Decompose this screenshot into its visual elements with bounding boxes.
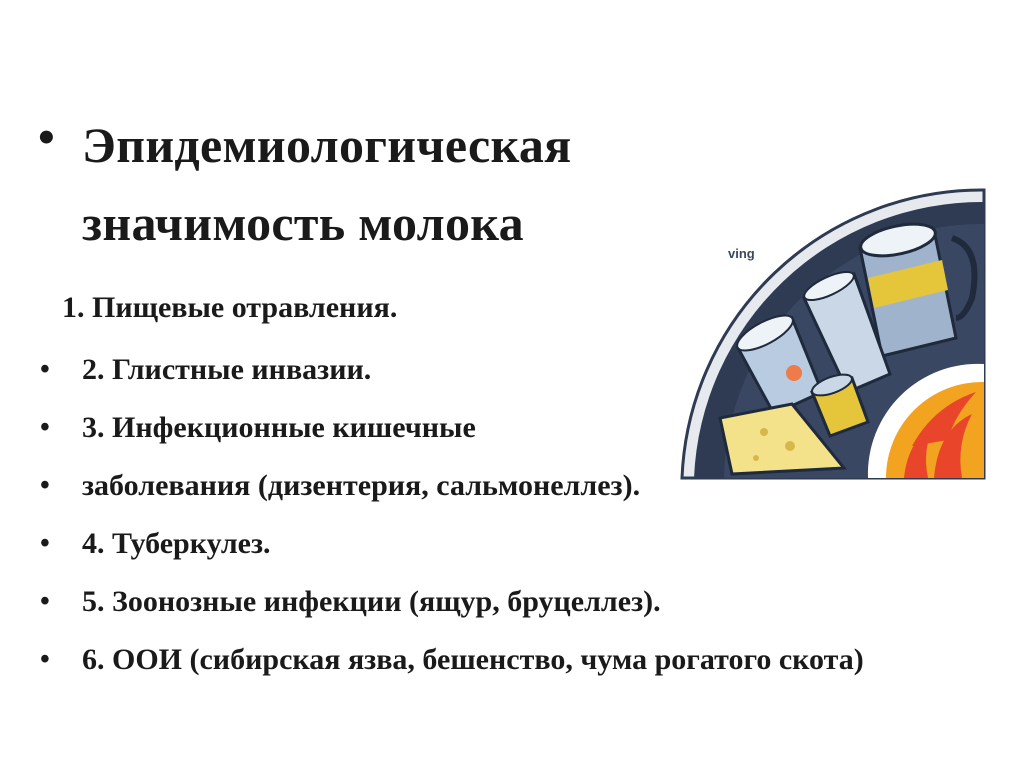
list-item	[36, 640, 996, 680]
bullet: •	[40, 412, 50, 443]
list-item-text: 4. Туберкулез.	[82, 527, 271, 560]
list-item-text: заболевания (дизентерия, сальмонеллез).	[82, 469, 641, 502]
title-line-2: значимость молока	[82, 195, 524, 251]
bullet: •	[40, 528, 50, 559]
list-item-text: 3. Инфекционные кишечные	[82, 411, 476, 444]
list-item	[36, 350, 996, 390]
list-item	[36, 408, 996, 448]
list-item-text: 6. ООИ (сибирская язва, бешенство, чума рогатого скота)	[82, 643, 864, 676]
illustration-caption: ving	[728, 246, 755, 261]
list-item-text: 5. Зоонозные инфекции (ящур, бруцеллез).	[82, 585, 661, 618]
slide-title	[82, 106, 571, 262]
numbered-item-1: 1. Пищевые отравления.	[62, 291, 398, 324]
bullet-list	[36, 350, 996, 680]
bullet: •	[40, 644, 50, 675]
title-line-1: Эпидемиологическая	[82, 117, 572, 173]
list-item	[36, 582, 996, 622]
bullet: •	[40, 470, 50, 501]
bullet: •	[40, 354, 50, 385]
title-bullet: •	[38, 111, 55, 164]
list-item	[36, 466, 996, 506]
list-item	[36, 524, 996, 564]
list-item-text: 2. Глистные инвазии.	[82, 353, 372, 386]
bullet: •	[40, 586, 50, 617]
